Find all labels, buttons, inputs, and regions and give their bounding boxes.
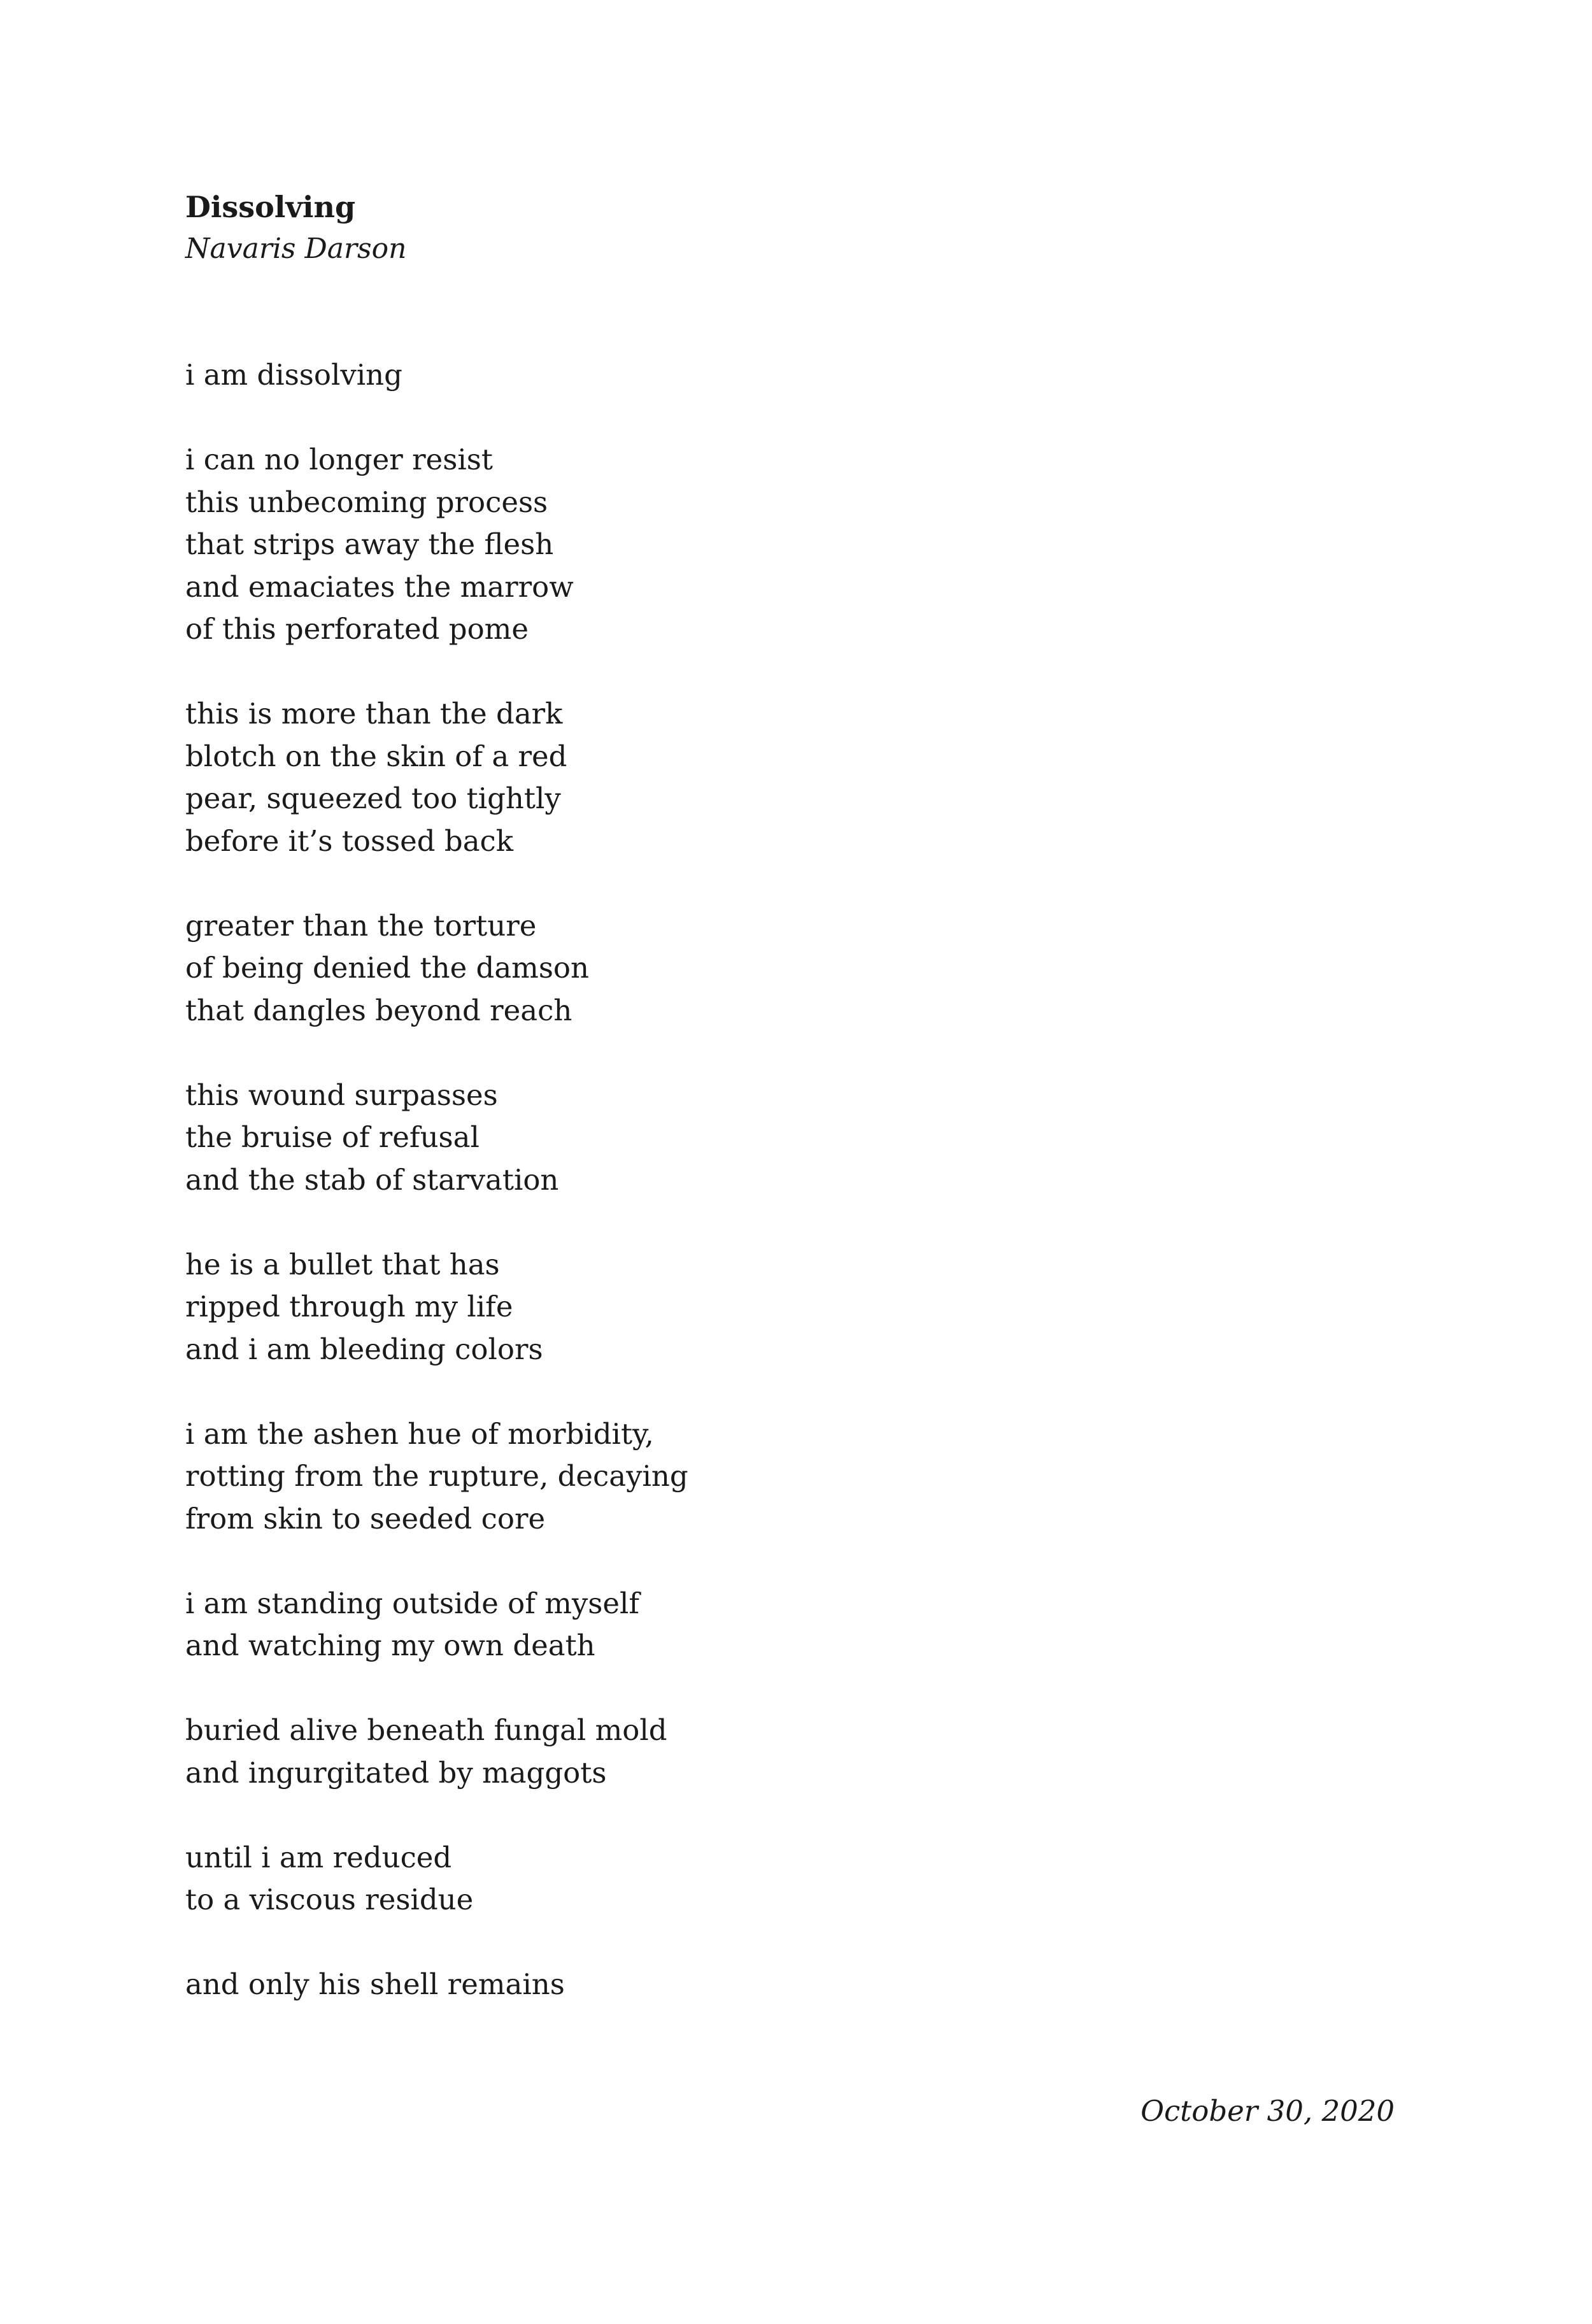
poem-line: and only his shell remains [185,1967,565,2001]
poem-line: ripped through my life [185,1290,513,1323]
poem-stanza [185,1074,688,1202]
poem-line: before it’s tossed back [185,823,514,858]
poem-line: this is more than the dark [185,697,563,731]
poem-line: to a viscous residue [185,1883,474,1916]
poem-line: that strips away the flesh [185,527,554,561]
poem-stanza [185,1413,688,1541]
poem-header [185,186,406,270]
poem-line: and i am bleeding colors [185,1332,543,1366]
poem-stanza [185,1709,688,1794]
poem-stanza [185,1964,688,2006]
poem-author: Navaris Darson [185,232,407,265]
poem-stanza [185,905,688,1032]
poem-line: of being denied the damson [185,951,589,985]
poem-line: of this perforated pome [185,612,529,646]
poem-body [185,354,688,2048]
poem-line: that dangles beyond reach [185,993,572,1027]
poem-stanza [185,439,688,651]
poem-line: until i am reduced [185,1840,452,1874]
poem-line: this wound surpasses [185,1078,498,1112]
poem-line: i am the ashen hue of morbidity, [185,1416,654,1451]
poem-stanza [185,693,688,862]
poem-line: i am standing outside of myself [185,1586,640,1620]
poem-title: Dissolving [185,190,356,224]
poem-line: he is a bullet that has [185,1247,500,1281]
poem-line: blotch on the skin of a red [185,739,567,773]
poem-stanza [185,1244,688,1371]
poem-line: and the stab of starvation [185,1162,559,1197]
poem-line: i am dissolving [185,358,402,392]
poem-line: the bruise of refusal [185,1120,480,1154]
poem-line: and ingurgitated by maggots [185,1755,607,1790]
poem-line: buried alive beneath fungal mold [185,1713,667,1747]
poem-line: greater than the torture [185,908,537,943]
poem-line: pear, squeezed too tightly [185,781,561,815]
poem-line: this unbecoming process [185,485,548,519]
poem-stanza [185,1837,688,1921]
poem-stanza [185,354,688,397]
poem-line: from skin to seeded core [185,1501,546,1536]
poem-line: and emaciates the marrow [185,569,574,604]
poem-line: and watching my own death [185,1629,595,1662]
poem-line: i can no longer resist [185,443,493,476]
poem-line: rotting from the rupture, decaying [185,1459,688,1493]
poem-stanza [185,1583,688,1667]
poem-date: October 30, 2020 [1141,2094,1395,2128]
